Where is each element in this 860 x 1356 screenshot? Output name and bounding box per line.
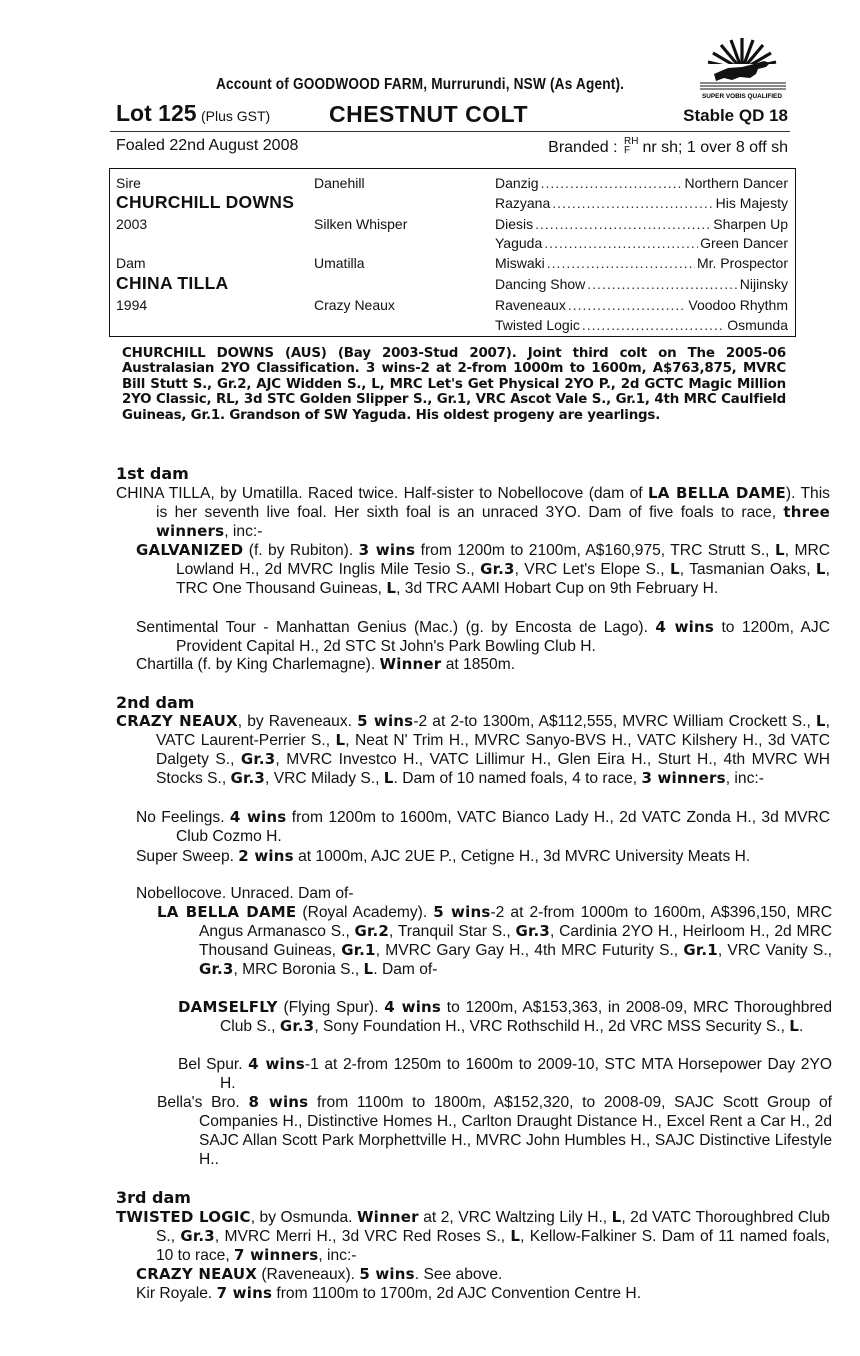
- sire-dam: Silken Whisper: [314, 216, 408, 232]
- foaled-date: Foaled 22nd August 2008: [116, 137, 299, 154]
- grandparent-row: Raveneaux ..... Voodoo Rhythm: [495, 297, 788, 313]
- progeny-sentimental-tour: Sentimental Tour - Manhattan Genius (Mac.) (g. by Encosta de Lago). 4 wins to 1200m, AJC Provident Capital H., 2d STC St John's Park Bowling Club H.: [136, 618, 830, 655]
- sire-sire: Danehill: [314, 175, 365, 191]
- second-dam-paragraph: CRAZY NEAUX, by Raveneaux. 5 wins-2 at 2-to 1300m, A$112,555, MVRC William Crockett S., L, VATC Laurent-Perrier S., L, Neat N' Trim H., MVRC Sanyo-BVS H., VATC Kilshery H., 3d VATC Dalgety S., Gr.3, MVRC Investco H., VATC Lillimur H., Glen Eira H., Sturt H., 4th MVRC WH Stocks S., Gr.3, VRC Milady S., L. Dam of 10 named foals, 4 to race, 3 winners, inc:-: [116, 712, 830, 787]
- sire-label: Sire: [116, 175, 141, 191]
- brand-mark: [624, 137, 638, 155]
- progeny-la-bella-dame: LA BELLA DAME (Royal Academy). 5 wins-2 at 2-from 1000m to 1600m, A$396,150, MRC Angus Armanasco S., Gr.2, Tranquil Star S., Gr.3, Cardinia 2YO H., Heirloom H., 2d MRC Thousand Guineas, Gr.1, MVRC Gary Gay H., 4th MRC Futurity S., Gr.1, VRC Vanity S., Gr.3, MRC Boronia S., L. Dam of-: [157, 903, 832, 978]
- grandparent-row: Danzig ..... Northern Dancer: [495, 175, 788, 191]
- brand-bottom: F: [623, 145, 631, 156]
- progeny-super-sweep: Super Sweep. 2 wins at 1000m, AJC 2UE P., Cetigne H., 3d MVRC University Meats H.: [136, 847, 751, 865]
- brand-text: nr sh; 1 over 8 off sh: [642, 139, 788, 156]
- sire-summary: CHURCHILL DOWNS (AUS) (Bay 2003-Stud 2007). Joint third colt on The 2005-06 Australasian 2YO Classification. 3 wins-2 at 2-from 1000m to 1600m, A$763,875, MVRC Bill Stutt S., Gr.2, AJC Widden S., L, MRC Let's Get Physical 2YO P., 2d GCTC Magic Million 2YO Classic, RL, 3d STC Golden Slipper S., Gr.1, VRC Ascot Vale S., Gr.1, 4th MRC Caulfield Guineas, Gr.1. Grandson of SW Yaguda. His oldest progeny are yearlings.: [122, 346, 786, 423]
- progeny-chartilla: Chartilla (f. by King Charlemagne). Winner at 1850m.: [136, 655, 516, 673]
- vendor-account: Account of GOODWOOD FARM, Murrurundi, NSW (As Agent).: [216, 76, 625, 93]
- third-dam-heading: 3rd dam: [116, 1188, 191, 1207]
- second-dam-heading: 2nd dam: [116, 693, 195, 712]
- logo-caption: SUPER VOBIS QUALIFIED: [702, 93, 782, 100]
- lot-label: Lot 125: [116, 100, 197, 126]
- grandparent-row: Dancing Show ..... Nijinsky: [495, 276, 788, 292]
- grandparent-row: Yaguda ..... Green Dancer: [495, 235, 788, 251]
- progeny-damselfly: DAMSELFLY (Flying Spur). 4 wins to 1200m, A$153,363, in 2008-09, MRC Thoroughbred Club S., Gr.3, Sony Foundation H., VRC Rothschild H., 2d VRC MSS Security S., L.: [178, 998, 832, 1035]
- branded-label: Branded :: [548, 139, 618, 156]
- grandparent-row: Twisted Logic ..... Osmunda: [495, 317, 788, 333]
- dam-name: CHINA TILLA: [116, 273, 229, 293]
- progeny-bellas-bro: Bella's Bro. 8 wins from 1100m to 1800m, A$152,320, to 2008-09, SAJC Scott Group of Companies H., Distinctive Homes H., Carlton Draught Distance H., Excel Rent a Car H., 2d SAJC Allan Scott Park Morphettville H., MVRC John Humbles H., SAJC Distinctive Lifestyle H..: [157, 1093, 833, 1168]
- progeny-nobellocove: Nobellocove. Unraced. Dam of-: [136, 885, 354, 902]
- lot-number: [116, 100, 270, 127]
- progeny-crazy-neaux: CRAZY NEAUX (Raveneaux). 5 wins. See above.: [136, 1265, 503, 1283]
- brand-info: [548, 137, 788, 157]
- dam-year: 1994: [116, 297, 148, 313]
- progeny-no-feelings: No Feelings. 4 wins from 1200m to 1600m, VATC Bianco Lady H., 2d VATC Zonda H., 3d MVRC Club Cozmo H.: [136, 808, 831, 845]
- dam-label: Dam: [116, 255, 146, 271]
- progeny-kir-royale: Kir Royale. 7 wins from 1100m to 1700m, 2d AJC Convention Centre H.: [136, 1284, 642, 1302]
- gst-note: (Plus GST): [200, 108, 271, 124]
- first-dam-heading: 1st dam: [116, 464, 189, 483]
- grandparent-row: Miswaki ..... Mr. Prospector: [495, 255, 788, 271]
- grandparent-row: Diesis ..... Sharpen Up: [495, 216, 788, 232]
- horse-description: CHESTNUT COLT: [329, 101, 529, 127]
- dam-sire: Umatilla: [314, 255, 365, 271]
- third-dam-paragraph: TWISTED LOGIC, by Osmunda. Winner at 2, VRC Waltzing Lily H., L, 2d VATC Thoroughbred Club S., Gr.3, MVRC Merri H., 3d VRC Red Roses S., L, Kellow-Falkiner S. Dam of 11 named foals, 10 to race, 7 winners, inc:-: [116, 1208, 830, 1264]
- progeny-bel-spur: Bel Spur. 4 wins-1 at 2-from 1250m to 1600m to 2009-10, STC MTA Horsepower Day 2YO H.: [178, 1055, 832, 1092]
- stable-number: Stable QD 18: [683, 106, 788, 125]
- logo-icon: [694, 34, 790, 100]
- sire-year: 2003: [116, 216, 148, 232]
- brand-top: RH: [623, 136, 639, 147]
- pedigree-table: [109, 168, 796, 337]
- dam-dam: Crazy Neaux: [314, 297, 395, 313]
- progeny-galvanized: GALVANIZED (f. by Rubiton). 3 wins from 1200m to 2100m, A$160,975, TRC Strutt S., L, MRC Lowland H., 2d MVRC Inglis Mile Tesio S., Gr.3, VRC Let's Elope S., L, Tasmanian Oaks, L, TRC One Thousand Guineas, L, 3d TRC AAMI Hobart Cup on 9th February H.: [136, 541, 830, 597]
- first-dam-paragraph: CHINA TILLA, by Umatilla. Raced twice. Half-sister to Nobellocove (dam of LA BELLA DAME). This is her seventh live foal. Her sixth foal is an unraced 3YO. Dam of five foals to race, three winners, inc:-: [116, 484, 830, 540]
- grandparent-row: Razyana ..... His Majesty: [495, 195, 788, 211]
- sire-name: CHURCHILL DOWNS: [116, 192, 295, 212]
- header-divider: [110, 131, 790, 132]
